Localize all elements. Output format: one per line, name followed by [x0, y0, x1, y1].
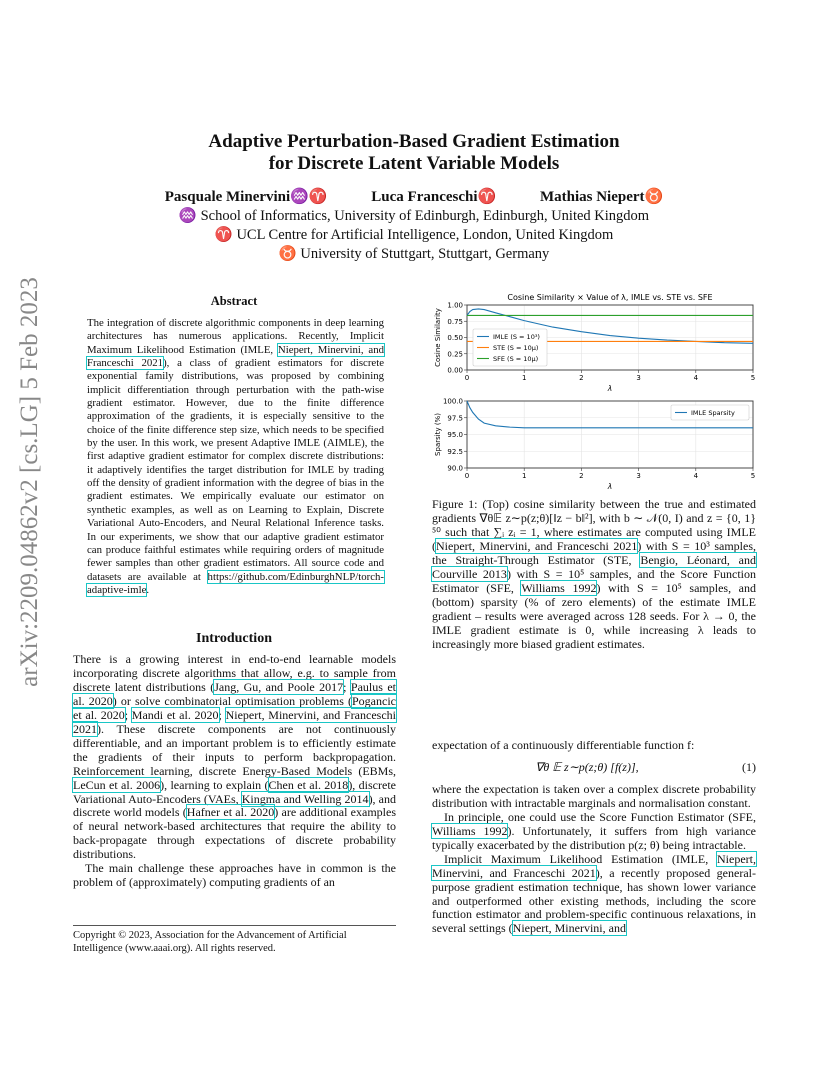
- x-tick-label: 3: [636, 472, 641, 480]
- x-axis-label: λ: [607, 482, 613, 490]
- right-column-text: [432, 739, 756, 936]
- citation-link[interactable]: Mandi et al. 2020: [131, 707, 219, 722]
- y-tick-label: 0.00: [447, 366, 463, 375]
- citation-link[interactable]: Bengio, Léonard, and Courville 2013: [432, 552, 756, 581]
- y-tick-label: 0.25: [447, 350, 463, 359]
- x-tick-label: 4: [693, 472, 699, 480]
- text-segment: ) or solve combinatorial optimisation problems (: [112, 693, 352, 708]
- title-line-2: for Discrete Latent Variable Models: [268, 153, 560, 174]
- author-name: Luca Franceschi♈: [371, 189, 497, 205]
- sparsity-chart: [434, 398, 755, 491]
- y-tick-label: 0.50: [447, 334, 463, 342]
- figure-charts: [425, 285, 760, 490]
- caption-text: ) with S = 10⁵ samples, and (bottom) sparsity (% of zero elements) of the estimate IMLE gradient – results were averaged across 128 seeds. For λ → 0, the IMLE gradient estimate is 0, while increasing λ leads to increasingly more biased gradient estimates.: [432, 580, 756, 651]
- x-tick-label: 1: [521, 472, 527, 480]
- x-tick-label: 5: [750, 472, 756, 480]
- x-tick-label: 2: [579, 472, 584, 480]
- abstract-text-segment: .: [146, 583, 150, 596]
- paragraph: The main challenge these approaches have in common is the problem of (approximately) computing gradients of an: [73, 861, 396, 890]
- legend-entry: STE (S = 10µ): [493, 344, 539, 352]
- paragraph: [73, 653, 396, 862]
- chart-title: Cosine Similarity × Value of λ, IMLE vs. STE vs. SFE: [507, 293, 713, 302]
- text-segment: ). Unfortunately, it suffers from high variance typically exacerbated by the distribution p(z; θ) being intractable.: [432, 823, 756, 852]
- caption-text: ) with S = 10³ samples, the Straight-Through Estimator (STE,: [432, 538, 757, 567]
- citation-link[interactable]: Williams 1992: [432, 823, 508, 838]
- y-axis-label: Cosine Similarity: [434, 308, 442, 367]
- citation-link[interactable]: Pogancic et al. 2020: [73, 693, 396, 722]
- citation-link[interactable]: Niepert, Minervini, and Franceschi 2021: [436, 538, 638, 553]
- affiliation-1: ♒ School of Informatics, University of Edinburgh, Edinburgh, United Kingdom: [178, 208, 650, 224]
- citation-link[interactable]: Chen et al. 2018: [268, 777, 349, 792]
- citation-link[interactable]: Kingma and Welling 2014: [241, 791, 369, 806]
- affiliation-2: ♈ UCL Centre for Artificial Intelligence, London, United Kingdom: [214, 227, 614, 243]
- y-tick-label: 0.75: [447, 317, 463, 326]
- y-axis-label: Sparsity (%): [434, 413, 442, 456]
- abstract-text: [87, 317, 384, 597]
- citation-link[interactable]: Niepert, Minervini, and: [512, 921, 626, 936]
- author-name: Pasquale Minervini♒♈: [164, 189, 328, 205]
- caption-text: Figure 1: (Top) cosine similarity between the true and estimated gradients ∇θ𝔼 z∼p(z;θ)[‖z − b‖²], with b ∼ 𝒩(0, I) and z = {0, 1}⁵⁰ such that ∑ᵢ zᵢ = 1, where estimates are computed using IMLE (: [432, 497, 756, 553]
- cosine-similarity-chart: [434, 293, 755, 393]
- copyright-notice: Copyright © 2023, Association for the Advancement of Artificial Intelligence (www.aaai.org). All rights reserved.: [73, 925, 396, 955]
- text-segment: ;: [343, 679, 351, 694]
- y-tick-label: 97.5: [447, 414, 463, 423]
- citation-link[interactable]: LeCun et al. 2006: [73, 777, 161, 792]
- x-tick-label: 0: [464, 374, 470, 382]
- paragraph: where the expectation is taken over a complex discrete probability distribution with intractable marginals and normalisation constant.: [432, 781, 756, 810]
- x-tick-label: 5: [750, 374, 756, 382]
- text-segment: There is a growing interest in end-to-end learnable models incorporating discrete algorithms that allow, e.g. to sample from discrete latent distributions (: [73, 652, 396, 694]
- citation-link[interactable]: Niepert, Minervini, and Franceschi 2021: [73, 707, 396, 736]
- equation-expression: ∇θ 𝔼 z∼p(z;θ) [f(z)],: [535, 759, 639, 774]
- x-tick-label: 2: [579, 374, 584, 382]
- legend-entry: IMLE Sparsity: [691, 409, 735, 417]
- legend-entry: IMLE (S = 10³): [493, 333, 540, 341]
- arxiv-identifier: arXiv:2209.04862v2 [cs.LG] 5 Feb 2023: [16, 277, 43, 687]
- citation-link[interactable]: Williams 1992: [521, 580, 597, 595]
- paragraph: [432, 853, 756, 937]
- citation-link[interactable]: Jang, Gu, and Poole 2017: [214, 679, 344, 694]
- abstract-text-segment: ), a class of gradient estimators for discrete exponential family distributions, was proposed by combining implicit differentiation through perturbation with the path-wise gradient estimator. However, due to the finite difference approximation of the gradients, it is especially sensitive to the choice of the finite difference step size, which needs to be specified by the user. In this work, we present Adaptive IMLE (AIMLE), the first adaptive gradient estimator for complex discrete distributions: it adaptively identifies the target distribution for IMLE by trading off the density of gradient information with the degree of bias in the gradient estimates. We empirically evaluate our estimator on synthetic examples, as well as on Learning to Explain, Discrete Variational Auto-Encoders, and Neural Relational Inference tasks. In our experiments, we show that our adaptive gradient estimator can produce faithful estimates while requiring orders of magnitude fewer samples than other gradient estimators. All source code and datasets are available at: [87, 357, 384, 583]
- legend-entry: SFE (S = 10µ): [493, 355, 539, 363]
- text-segment: ;: [124, 707, 132, 722]
- y-tick-label: 1.00: [447, 301, 463, 310]
- text-segment: ), discrete Variational Auto-Encoders (VAEs,: [73, 777, 396, 806]
- author-list: [100, 187, 728, 206]
- x-tick-label: 3: [636, 374, 641, 382]
- introduction-heading: Introduction: [196, 631, 272, 646]
- y-tick-label: 95.0: [447, 431, 463, 439]
- text-segment: ), a recently proposed general-purpose gradient estimation technique, has shown lower variance and outperformed other existing methods, including the score function estimator and problem-specific continuous relaxations, in several settings (: [432, 865, 756, 936]
- y-tick-label: 90.0: [447, 464, 463, 473]
- equation-number: (1): [742, 759, 756, 774]
- citation-link[interactable]: Niepert, Minervini, and Franceschi 2021: [87, 343, 384, 370]
- caption-text: ) with S = 10⁵ samples, and the Score Function Estimator (SFE,: [432, 566, 756, 595]
- text-segment: Implicit Maximum Likelihood Estimation (IMLE,: [444, 851, 718, 866]
- abstract-text-segment: The integration of discrete algorithmic components in deep learning architectures has numerous applications. Recently, Implicit Maximum Likelihood Estimation (IMLE,: [87, 317, 384, 356]
- paragraph: [432, 811, 756, 853]
- y-tick-label: 92.5: [447, 447, 463, 456]
- text-segment: ). These discrete components are not continuously differentiable, and an important problem is to efficiently estimate the gradients of their inputs to perform backpropagation. Reinforcement learning, discrete Energy-Based Models (EBMs,: [73, 721, 396, 778]
- paper-title: [100, 131, 728, 175]
- citation-link[interactable]: Paulus et al. 2020: [73, 679, 396, 708]
- abstract-heading: Abstract: [210, 294, 258, 308]
- introduction-text: [73, 653, 396, 890]
- x-tick-label: 4: [693, 374, 699, 382]
- y-tick-label: 100.0: [442, 397, 463, 406]
- x-tick-label: 0: [464, 472, 470, 480]
- figure-caption: [432, 498, 756, 651]
- equation-1: [432, 761, 756, 775]
- text-segment: In principle, one could use the Score Function Estimator (SFE,: [444, 809, 756, 824]
- text-segment: ;: [218, 707, 226, 722]
- code-url-link[interactable]: https://github.com/EdinburghNLP/torch-adaptive-imle: [87, 570, 384, 596]
- x-axis-label: λ: [607, 384, 613, 393]
- text-segment: ), and discrete world models (: [73, 791, 396, 820]
- text-segment: ) are additional examples of neural network-based architectures that require the ability to back-propagate through expectations of discrete probability distributions.: [73, 805, 396, 862]
- title-line-1: Adaptive Perturbation-Based Gradient Estimation: [208, 131, 620, 152]
- citation-link[interactable]: Niepert, Minervini, and Franceschi 2021: [432, 851, 756, 880]
- author-name: Mathias Niepert♉: [539, 189, 664, 205]
- text-segment: ), learning to explain (: [160, 777, 269, 792]
- paragraph: expectation of a continuously differentiable function f:: [432, 738, 695, 752]
- x-tick-label: 1: [521, 374, 527, 382]
- affiliation-3: ♉ University of Stuttgart, Stuttgart, Germany: [278, 246, 550, 262]
- citation-link[interactable]: Hafner et al. 2020: [186, 805, 275, 820]
